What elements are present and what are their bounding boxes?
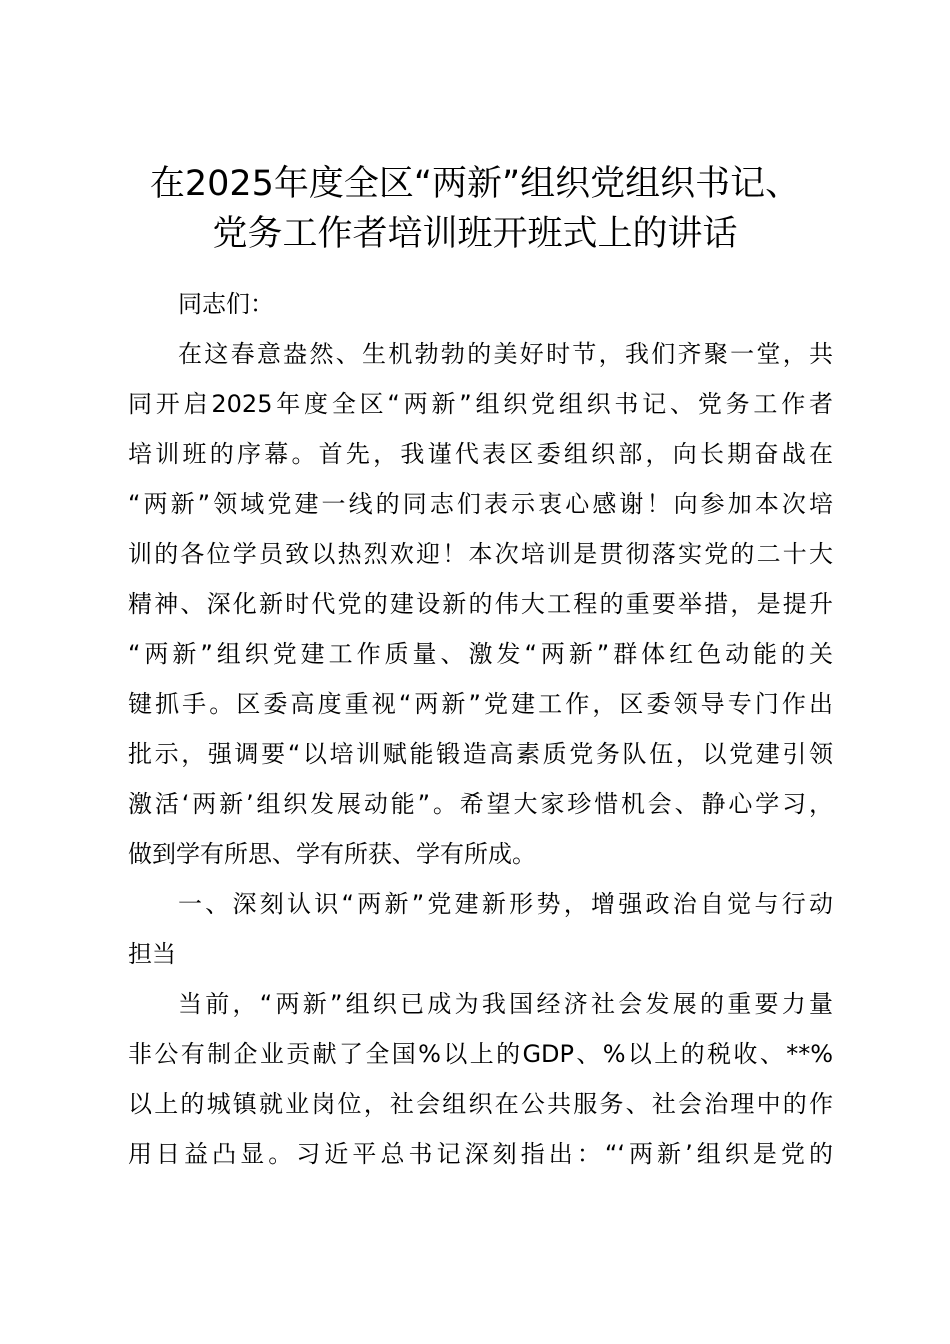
- paragraph-2-line: 用日益凸显。习近平总书记深刻指出：“‘两新’组织是党的: [128, 1140, 833, 1168]
- paragraph-1-line: 在这春意盎然、生机勃勃的美好时节，我们齐聚一堂，共: [178, 340, 833, 368]
- document-title-line-2: 党务工作者培训班开班式上的讲话: [212, 214, 738, 254]
- section-heading-1-line: 担当: [128, 940, 176, 968]
- paragraph-1-line: 精神、深化新时代党的建设新的伟大工程的重要举措，是提升: [128, 590, 833, 618]
- paragraph-1-line: 激活‘两新’组织发展动能”。希望大家珍惜机会、静心学习，: [128, 790, 833, 818]
- paragraph-1-line: 做到学有所思、学有所获、学有所成。: [128, 840, 536, 868]
- paragraph-2-line: 非公有制企业贡献了全国%以上的GDP、%以上的税收、**%: [128, 1040, 833, 1068]
- section-heading-1-line: 一、深刻认识“两新”党建新形势，增强政治自觉与行动: [178, 890, 833, 918]
- paragraph-1-line: “两新”组织党建工作质量、激发“两新”群体红色动能的关: [128, 640, 833, 668]
- paragraph-1-line: 同开启2025年度全区“两新”组织党组织书记、党务工作者: [128, 390, 833, 418]
- paragraph-2-line: 当前，“两新”组织已成为我国经济社会发展的重要力量: [178, 990, 833, 1018]
- paragraph-1-line: 训的各位学员致以热烈欢迎！本次培训是贯彻落实党的二十大: [128, 540, 833, 568]
- paragraph-1-line: 键抓手。区委高度重视“两新”党建工作，区委领导专门作出: [128, 690, 833, 718]
- document-title-line-1: 在2025年度全区“两新”组织党组织书记、: [149, 164, 801, 204]
- greeting: 同志们：: [178, 290, 274, 318]
- paragraph-2-line: 以上的城镇就业岗位，社会组织在公共服务、社会治理中的作: [128, 1090, 833, 1118]
- paragraph-1-line: 批示，强调要“以培训赋能锻造高素质党务队伍，以党建引领: [128, 740, 833, 768]
- paragraph-1-line: 培训班的序幕。首先，我谨代表区委组织部，向长期奋战在: [128, 440, 833, 468]
- paragraph-1-line: “两新”领域党建一线的同志们表示衷心感谢！向参加本次培: [128, 490, 833, 518]
